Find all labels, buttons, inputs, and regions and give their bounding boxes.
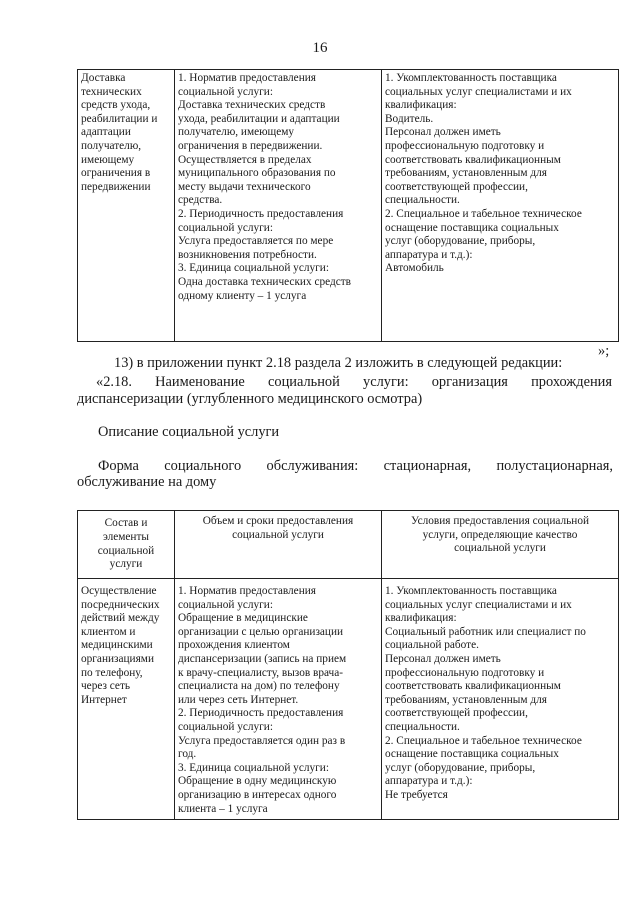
cell-text-line: Не требуется: [385, 788, 448, 801]
cell-text-line: Объем и сроки предоставления: [202, 515, 354, 527]
text-word: полустационарная,: [496, 458, 613, 474]
cell-text-line: месту выдачи технического: [178, 180, 311, 193]
service-form-line1: [98, 458, 613, 475]
text-word: социального: [164, 458, 242, 474]
cell-text-line: диспансеризации (запись на прием: [178, 652, 347, 665]
table-row: [78, 70, 619, 342]
cell-text-line: квалификация:: [385, 99, 457, 112]
cell-text-line: 2. Специальное и табельное техническое: [385, 734, 582, 747]
cell-text-line: по телефону,: [81, 666, 143, 679]
cell-text-line: профессиональную подготовку и: [385, 139, 545, 152]
cell-text-line: имеющему: [81, 153, 135, 166]
cell-text-line: Осуществляется в пределах: [178, 153, 312, 166]
cell-text-line: муниципального образования по: [178, 167, 336, 180]
text-word: услуги:: [363, 374, 409, 390]
cell-text-line: 2. Периодичность предоставления: [178, 207, 344, 220]
cell-text-line: посреднических: [81, 598, 160, 611]
cell-text-line: соответствовать квалификационным: [385, 153, 561, 166]
cell-text-line: организацию в интересах одного: [178, 788, 337, 801]
cell-text-line: Услуга предоставляется один раз в: [178, 734, 346, 747]
header-conditions: [382, 511, 619, 579]
cell-text-line: 1. Укомплектованность поставщика: [385, 72, 557, 84]
cell-text-line: услуги: [109, 558, 143, 571]
header-composition: [78, 511, 175, 579]
cell-text-line: социальной: [97, 544, 155, 557]
cell-text-line: социальной работе.: [385, 639, 479, 652]
cell-text-line: медицинскими: [81, 639, 153, 652]
cell-text-line: или через сеть Интернет.: [178, 693, 299, 706]
cell-text-line: 1. Укомплектованность поставщика: [385, 585, 557, 597]
cell-text-line: Одна доставка технических средств: [178, 275, 352, 288]
cell-text-line: Состав и: [104, 517, 148, 530]
cell-text-line: 1. Норматив предоставления: [178, 72, 316, 84]
amendment-item-13: 13) в приложении пункт 2.18 раздела 2 изложить в следующей редакции:: [114, 355, 563, 371]
cell-text-line: ухода, реабилитации и адаптации: [178, 112, 340, 125]
cell-text-line: средств ухода,: [81, 99, 151, 112]
table-row: [78, 579, 619, 820]
cell-text-line: требованиям, установленным для: [385, 167, 547, 180]
cell-text-line: ограничения в передвижении.: [178, 139, 323, 152]
cell-text-line: год.: [178, 748, 197, 761]
cell-text-line: Осуществление: [81, 585, 157, 597]
cell-text-line: 1. Норматив предоставления: [178, 585, 316, 597]
cell-text-line: социальных услуг специалистами и их: [385, 598, 572, 611]
conditions-cell: [382, 70, 619, 342]
page-number: 16: [312, 40, 328, 56]
cell-text-line: получателю,: [81, 139, 142, 152]
cell-text-line: соответствующей профессии,: [385, 180, 528, 193]
cell-text-line: Условия предоставления социальной: [410, 515, 590, 527]
cell-text-line: аппаратура и т.д.):: [385, 248, 473, 261]
text-word: Наименование: [155, 374, 245, 390]
text-word: прохождения: [531, 374, 612, 390]
description-heading: Описание социальной услуги: [98, 424, 280, 440]
text-word: «2.18.: [96, 374, 132, 390]
cell-text-line: квалификация:: [385, 612, 457, 625]
header-volume-terms: [175, 511, 382, 579]
cell-text-line: адаптации: [81, 126, 131, 139]
cell-text-line: оснащение поставщика социальных: [385, 221, 559, 234]
cell-text-line: одному клиенту – 1 услуга: [178, 289, 307, 302]
cell-text-line: Автомобиль: [385, 262, 444, 275]
cell-text-line: социальной услуги:: [178, 85, 273, 98]
cell-text-line: Персонал должен иметь: [385, 652, 501, 665]
service-table-medical-exam: [77, 510, 619, 820]
cell-text-line: технических: [81, 85, 142, 98]
cell-text-line: Социальный работник или специалист по: [385, 625, 586, 638]
cell-text-line: социальной услуги: [454, 542, 546, 555]
cell-text-line: реабилитации и: [81, 112, 158, 125]
item-2-18-title-line1: [96, 374, 612, 391]
text-word: Форма: [98, 458, 139, 474]
cell-text-line: услуг (оборудование, приборы,: [385, 761, 536, 774]
item-2-18-title-line2: диспансеризации (углубленного медицинского осмотра): [77, 391, 423, 407]
service-form-line2: обслуживание на дому: [77, 474, 217, 490]
service-name-cell: [78, 579, 175, 820]
cell-text-line: 3. Единица социальной услуги:: [178, 262, 329, 275]
cell-text-line: социальной услуги:: [178, 720, 273, 733]
cell-text-line: действий между: [81, 612, 160, 625]
cell-text-line: ограничения в: [81, 167, 151, 180]
service-table-delivery: [77, 69, 619, 342]
cell-text-line: социальной услуги:: [178, 598, 273, 611]
cell-text-line: соответствовать квалификационным: [385, 680, 561, 693]
text-word: обслуживания:: [266, 458, 359, 474]
cell-text-line: Персонал должен иметь: [385, 126, 501, 139]
cell-text-line: элементы: [102, 530, 150, 543]
cell-text-line: Услуга предоставляется по мере: [178, 235, 334, 248]
cell-text-line: требованиям, установленным для: [385, 693, 547, 706]
cell-text-line: специалиста на дом) по телефону: [178, 680, 340, 693]
cell-text-line: организациями: [81, 652, 154, 665]
cell-text-line: Обращение в одну медицинскую: [178, 775, 337, 788]
cell-text-line: 3. Единица социальной услуги:: [178, 761, 329, 774]
cell-text-line: аппаратура и т.д.):: [385, 775, 473, 788]
cell-text-line: Доставка технических средств: [178, 99, 326, 112]
cell-text-line: средства.: [178, 194, 223, 207]
cell-text-line: передвижении: [81, 180, 151, 193]
cell-text-line: социальных услуг специалистами и их: [385, 85, 572, 98]
closing-quote: »;: [598, 343, 610, 359]
cell-text-line: социальной услуги: [232, 528, 324, 541]
cell-text-line: соответствующей профессии,: [385, 707, 528, 720]
cell-text-line: профессиональную подготовку и: [385, 666, 545, 679]
cell-text-line: Обращение в медицинские: [178, 612, 308, 625]
cell-text-line: услуги, определяющие качество: [422, 528, 578, 541]
table-header-row: [78, 511, 619, 579]
cell-text-line: услуг (оборудование, приборы,: [385, 235, 536, 248]
cell-text-line: клиента – 1 услуга: [178, 802, 268, 815]
cell-text-line: Водитель.: [385, 112, 434, 125]
cell-text-line: 2. Периодичность предоставления: [178, 707, 344, 720]
service-name-cell: [78, 70, 175, 342]
cell-text-line: Интернет: [81, 693, 127, 706]
cell-text-line: через сеть: [81, 680, 131, 693]
cell-text-line: организации с целью организации: [178, 625, 344, 638]
conditions-cell: [382, 579, 619, 820]
cell-text-line: возникновения потребности.: [178, 248, 317, 261]
cell-text-line: оснащение поставщика социальных: [385, 748, 559, 761]
volume-terms-cell: [175, 70, 382, 342]
volume-terms-cell: [175, 579, 382, 820]
cell-text-line: специальности.: [385, 194, 460, 207]
cell-text-line: специальности.: [385, 720, 460, 733]
cell-text-line: получателю, имеющему: [178, 126, 295, 139]
cell-text-line: социальной услуги:: [178, 221, 273, 234]
cell-text-line: прохождения клиентом: [178, 639, 290, 652]
text-word: социальной: [267, 374, 340, 390]
text-word: организация: [431, 374, 508, 390]
cell-text-line: клиентом и: [81, 625, 136, 638]
cell-text-line: Доставка: [81, 72, 126, 84]
text-word: стационарная,: [383, 458, 472, 474]
cell-text-line: 2. Специальное и табельное техническое: [385, 207, 582, 220]
cell-text-line: к врачу-специалисту, вызов врача-: [178, 666, 344, 679]
